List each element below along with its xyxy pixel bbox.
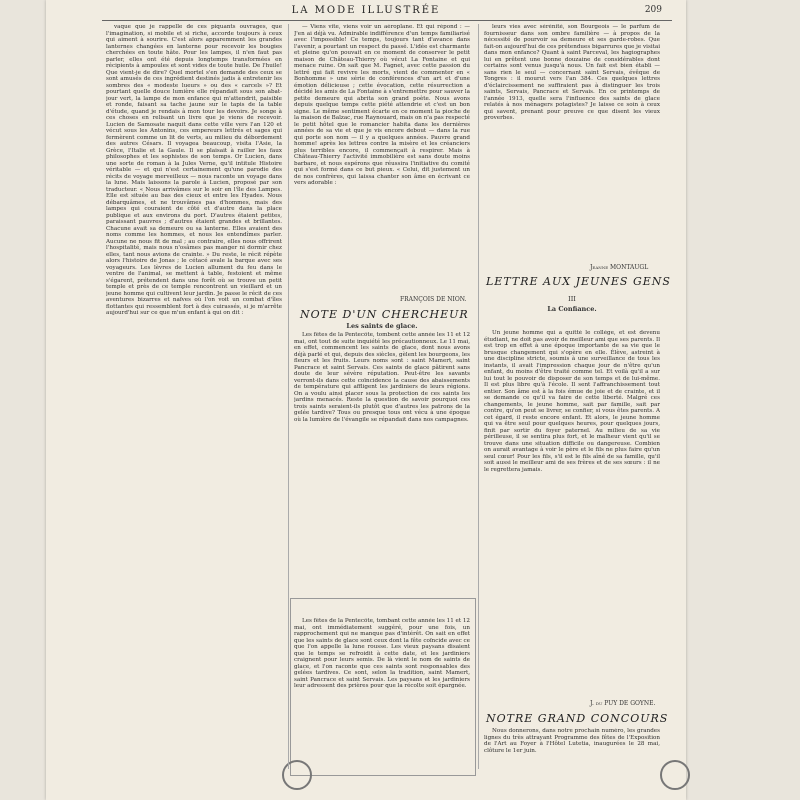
column-2b-text	[294, 332, 470, 572]
page-number: 209	[644, 5, 662, 15]
section-title-lettre: LETTRE AUX JEUNES GENS	[486, 275, 671, 288]
header-rule	[102, 20, 672, 21]
column-3-text	[484, 24, 660, 259]
column-3-paragraph: leurs vies avec sérénité, son Bourgeois — le parfum de fournisseur dans son ombre familière — à propos de la nécessité de pourvoir sa demeure et ses garde-robes. Que fait-on aujourd'hui de ces prétendues bigarrures que je visitai dans mon enfance? Quant à saint Parceval, les hagiographes lui en prêtent une bonne douzaine de considérables dont certains sont venus jusqu'à nous. Un fait est bien établi — sans rien le seul — concernant saint Servais, évêque de Tongres : il mourut vers l'an 384. Ces quelques lettres d'éclaircissement ne suffiraient pas à distinguer les trois saints, Servais, Pancrace et Servais. En ce printemps de l'année 1913, quelle sera l'influence des saints de glace relatés à nos ménagers potagistes? Je laisse ce soin à ceux qui savent, prenant pour preuve ce que disent les vieux proverbes.	[484, 24, 660, 121]
column-1-text	[106, 24, 282, 769]
signature-nion: FRANÇOIS DE NION.	[400, 296, 467, 303]
column-2-text	[294, 24, 470, 294]
section-title-concours: NOTRE GRAND CONCOURS	[486, 712, 669, 725]
section-subtitle-lettre: La Confiance.	[547, 305, 597, 313]
section-subtitle-chercheur: Les saints de glace.	[346, 322, 418, 330]
concours-text	[484, 728, 660, 768]
column-2c-paragraph: Les fêtes de la Pentecôte, tombant cette année les 11 et 12 mai, ont immédiatement suggéré, pour une fois, un rapprochement qui ne manque pas d'intérêt. On sait en effet que les saints de glace sont ceux dont la fête coïncide avec ce que l'on appelle la lune rousse. Les vieux paysans disaient que le temps se refroidit à cette date, et les jardiniers craignent pour leurs semis. De là vient le nom de saints de glace, et l'on raconte que ces saints sont responsables des gelées tardives. Ce sont, selon la tradition, saint Mamert, saint Pancrace et saint Servais. Les paysans et les jardiniers leur adressent des prières pour que la récolte soit épargnée.	[294, 618, 470, 689]
column-3b-text	[484, 330, 660, 695]
concours-paragraph: Nous donnerons, dans notre prochain numéro, les grandes lignes du très attrayant Programme des fêtes de l'Exposition de l'Art au Foyer à l'Hôtel Lutetia, inaugurées le 28 mai, clôture le 1er juin.	[484, 728, 660, 754]
chercheur-frame	[290, 598, 476, 776]
column-3b-paragraph: Un jeune homme qui a quitté le collège, et est devenu étudiant, ne doit pas avoir de meilleur ami que ses parents. Il est trop en effet à une époque importante de sa vie que le brusque changement qui s'opère en elle. Élève, astreint à une discipline stricte, soumis à une surveillance de tous les instants, il avait l'impression chaque jour de n'être qu'un enfant, du moins d'être traité comme tel. Et voilà qu'il a sur lui tout le pouvoir de disposer de son temps et de lui-même. Il est plus libre qu'à l'école. Il sent l'affranchissement tout entier. Son âme est à la fois émue de joie et de crainte, et il se demande ce qu'il va faire de cette liberté. Malgré ces changements, le jeune homme, sait par famille, sait par contre, qu'on peut se livrer, se confier, si vous êtes parents. A cet égard, il reste encore enfant. Et alors, le jeune homme qui va être seul pour quelques heures, pour quelques jours, finit par sortir du foyer paternel. Au milieu de sa vie périlleuse, il se sentira plus fort, et le malheur vient qu'il se trouve dans une situation difficile ou dangereuse. Combien on aurait avantage à voir le père et le fils ne plus faire qu'un seul cœur! Pour les fils, s'il est le fils aîné de sa famille, qu'il soit aussi le meilleur ami de ses frères et de ses sœurs : il ne le regrettera jamais.	[484, 330, 660, 473]
column-divider-2	[478, 24, 479, 769]
page-header-title: LA MODE ILLUSTRÉE	[291, 5, 441, 16]
signature-montaugl: Jeanne MONTAUGL	[590, 264, 649, 271]
column-2-paragraph: — Viens vite, viens voir un aéroplane. Et qui répond : — J'en ai déjà vu. Admirable indifférence d'un temps familiarisé avec l'impossible! Ce temps, toujours tant d'avance dans l'avenir, a pourtant un respect du passé. L'idée est charmante et pleine qu'on pouvait en ce moment de conserver le petit maison de Château-Thierry où vécut La Fontaine et qui menace ruine. On sait que M. Fagnet, avec cette passion du lettré qui fait revivre les morts, vient de commenter en « Bonhomme » une série de conférences d'un art et d'une émotion délicieuse ; cette évocation, cette résurrection a décidé les amis de La Fontaine à s'entremettre pour sauver la petite demeure qui abrita son grand poète. Nous avons depuis quelque temps cette piété attendrie et c'est un bon signe. Le même sentiment écarte en ce moment la pioche de la maison de Balzac, rue Raynouard, mais on n'a pas respecté le petit hôtel que le romancier habita dans les dernières années de sa vie et que je vis encore debout — dans la rue qui porte son nom — il y a quelques années. Pauvre grand homme! après les lettres contre la misère et les créanciers plus terribles encore, il commençait à respirer. Mais à Château-Thierry l'activité immobilière est sans doute moins barbare, et nous espérons que réussira l'initiative du comité qui s'est formé dans ce but pieux. « Celui, dit justement un de nos confrères, qui laissa chanter son âme en écrivant ce vers adorable :	[294, 24, 470, 186]
right-scroll-ornament	[660, 760, 690, 790]
signature-goyne: J. du PUY DE GOYNE.	[590, 700, 656, 707]
section-number-lettre: III	[568, 295, 576, 303]
left-scroll-ornament	[282, 760, 312, 790]
column-2b-paragraph: Les fêtes de la Pentecôte, tombent cette année les 11 et 12 mai, ont tout de suite inquiété les précautionneux. Le 11 mai, en effet, commencent les saints de glace, dont nous avons déjà parlé et qui, depuis des siècles, gèlent les bourgeons, les fleurs et les fruits. Leurs noms sont : saint Mamert, saint Pancrace et saint Servais. Ces saints de glace pâtirent sans doute de leur sévère réputation. Peut-être les savants verront-ils dans cette coïncidence la cause des abaissements de température qui affligent les jardiniers de leurs régions. On a voulu ainsi placer sous la protection de ces saints les jardins menacés. Reste la question de savoir pourquoi ces trois saints seraient-ils plutôt que d'autres les patrons de la gelée tardive? Tous ou presque tous ont vécu à une époque où la lumière de l'évangile se répandait dans nos campagnes.	[294, 332, 470, 423]
column-divider-1	[288, 24, 289, 769]
column-1-paragraph: vaque que je rappelle de ces piquants ouvrages, que l'imagination, si mobile et si riche, accorde toujours à ceux qui aiment à sourire. C'est alors apparemment les grandes lanternes changées en lanterne pour recevoir les bougies cherchées en toute hâte. Pour les lampes, il n'en faut pas parler, elles ont été depuis longtemps transformées en récipients à ampoules et sont vides de toute huile. De l'huile! Que vient-je de dire? Quel mortel s'en demande des ceux se sont amusés de ces ingrédient destinés jadis à entretenir les sombres des « modeste lueurs » ou des « carcels »? Et pourtant quelle douce lumière elle répandait sous son abat-jour vert, la lampe de mon enfance qui m'attendrit, paisible et ronde, faisant sa tache jaune sur le tapis de la table d'étude, quand je rendais à mon tour les devoirs. Je songe à ces choses en relisant un livre que je viens de recevoir. Lucien de Samosate naquit dans cette ville vers l'an 120 et vécut sous les Antonins, ces empereurs lettrés et sages qui fermèrent comme un lit de verts, au milieu du débordement des autres Césars. Il voyagea beaucoup, visita l'Asie, la Grèce, l'Italie et la Gaule. Il se plaisait à railler les faux philosophes et les sophistes de son temps. Or Lucien, dans une sorte de roman à la Jules Verne, qu'il intitule Histoire véritable — et qui n'est certainement qu'une parodie des récits de voyage merveilleux — nous raconte un voyage dans la lune. Mais laissons la parole à Lucien, proposé par son traducteur. « Nous arrivâmes sur le soir en l'île des Lampes. Elle est située au bas des cieux et entre les Hyades. Nous débarquâmes, et ne trouvâmes pas d'hommes, mais des lampes qui couraient de côté et d'autre dans la place publique et aux environs du port. D'autres étaient petites, paraissant pauvres ; d'autres étaient grandes et brillantes. Chacune avait sa demeure ou sa lanterne. Elles avaient des noms comme les hommes, et nous les entendîmes parler. Aucune ne nous fit de mal ; au contraire, elles nous offrirent l'hospitalité, mais nous n'osâmes pas manger ni dormir chez elles, tant nous avions de crainte. » Du reste, le récit répète alors l'histoire de Jonas ; le cétacé avale la barque avec ses voyageurs. Les lèvres de Lucien allument du feu dans le ventre de l'animal, se mettent à table, festoient et même s'égarent, prétendent dans une forêt où se trouve un petit temple et près de ce temple rencontrent un vieillard et un jeune homme qui cultivent leur jardin. Je passe le récit de ces aventures bizarres et naïves où l'on voit un combat d'îles flottantes qui ressemblent fort à des cuirassés, si je m'arrête aujourd'hui sur ce que m'un enfant à qui on dit :	[106, 24, 282, 316]
section-title-chercheur: NOTE D'UN CHERCHEUR	[300, 308, 469, 321]
